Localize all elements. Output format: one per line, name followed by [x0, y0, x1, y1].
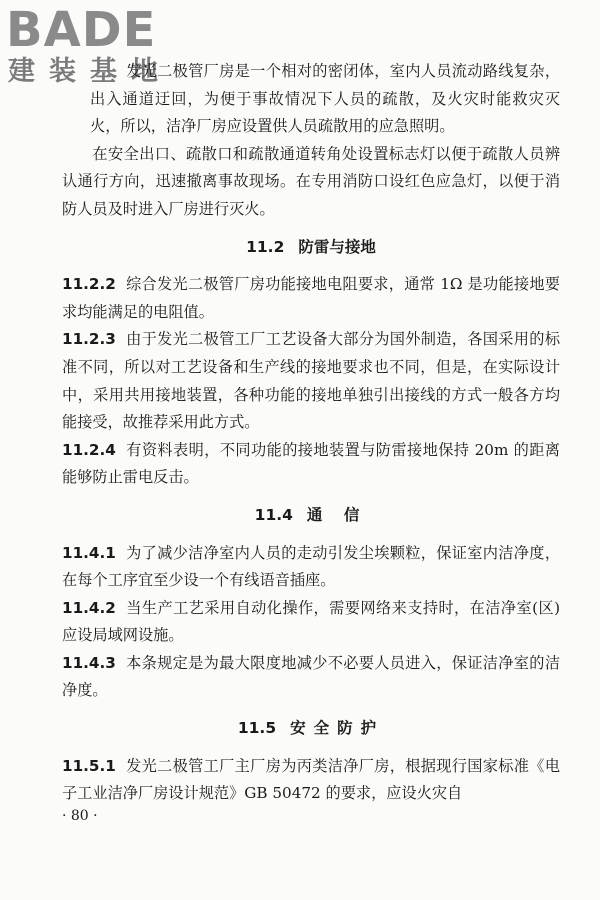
section-heading-11-4	[62, 502, 560, 530]
section-title: 防雷与接地	[298, 237, 376, 256]
paragraph-text: 发光二极管厂房是一个相对的密闭体，室内人员流动路线复杂，出入通道迂回，为便于事故情况下人员的疏散，及火灾时能救灾灭火，所以，洁净厂房应设置供人员疏散用的应急照明。	[90, 62, 560, 136]
clause-number: 11.2.2	[62, 275, 116, 294]
watermark-subtitle: 建装基地	[8, 56, 172, 87]
clause-text: 发光二极管工厂主厂房为丙类洁净厂房，根据现行国家标准《电子工业洁净厂房设计规范》GB 50472 的要求，应设火灾自	[62, 756, 560, 803]
clause-text: 有资料表明，不同功能的接地装置与防雷接地保持 20m 的距离能够防止雷电反击。	[62, 440, 560, 487]
clause-text: 由于发光二极管工厂工艺设备大部分为国外制造，各国采用的标准不同，所以对工艺设备和生产线的接地要求也不同，但是，在实际设计中，采用共用接地装置，各种功能的接地单独引出接线的方式一般各方均能接受，故推荐采用此方式。	[62, 330, 560, 432]
clause-number: 11.4.2	[62, 598, 116, 617]
clause-11-4-2	[62, 595, 560, 650]
clause-11-2-3	[62, 326, 560, 436]
section-heading-11-5	[62, 715, 560, 743]
document-page	[62, 58, 560, 808]
clause-text: 为了减少洁净室内人员的走动引发尘埃颗粒，保证室内洁净度，在每个工序宜至少设一个有线语音插座。	[62, 543, 560, 590]
section-number: 11.5	[237, 719, 277, 738]
clause-text: 本条规定是为最大限度地减少不必要人员进入，保证洁净室的洁净度。	[62, 653, 560, 700]
clause-11-2-4	[62, 437, 560, 492]
watermark-brand	[6, 4, 156, 56]
section-title: 通 信	[306, 505, 368, 524]
clause-number: 11.2.4	[62, 440, 116, 459]
clause-number: 11.2.3	[62, 330, 116, 349]
clause-text: 当生产工艺采用自动化操作，需要网络来支持时，在洁净室(区)应设局域网设施。	[62, 598, 560, 645]
watermark-brand-text: BADE	[6, 2, 157, 58]
clause-11-4-3	[62, 650, 560, 705]
section-title: 安全防护	[290, 719, 385, 738]
clause-number: 11.4.1	[62, 543, 116, 562]
clause-11-2-2	[62, 271, 560, 326]
clause-11-5-1	[62, 753, 560, 808]
section-number: 11.2	[246, 237, 285, 256]
section-heading-11-2	[62, 234, 560, 262]
clause-number: 11.5.1	[62, 756, 116, 775]
clause-text: 综合发光二极管厂房功能接地电阻要求，通常 1Ω 是功能接地要求均能满足的电阻值。	[62, 275, 560, 321]
paragraph-11-1-8	[62, 58, 560, 141]
clause-11-4-1	[62, 540, 560, 595]
clause-number: 11.4.3	[62, 653, 116, 672]
section-number: 11.4	[254, 505, 293, 524]
paragraph-emergency-lights: 在安全出口、疏散口和疏散通道转角处设置标志灯以便于疏散人员辨认通行方向，迅速撤离事故现场。在专用消防口设红色应急灯，以便于消防人员及时进入厂房进行灭火。	[62, 144, 560, 218]
page-number: · 80 ·	[62, 808, 98, 824]
